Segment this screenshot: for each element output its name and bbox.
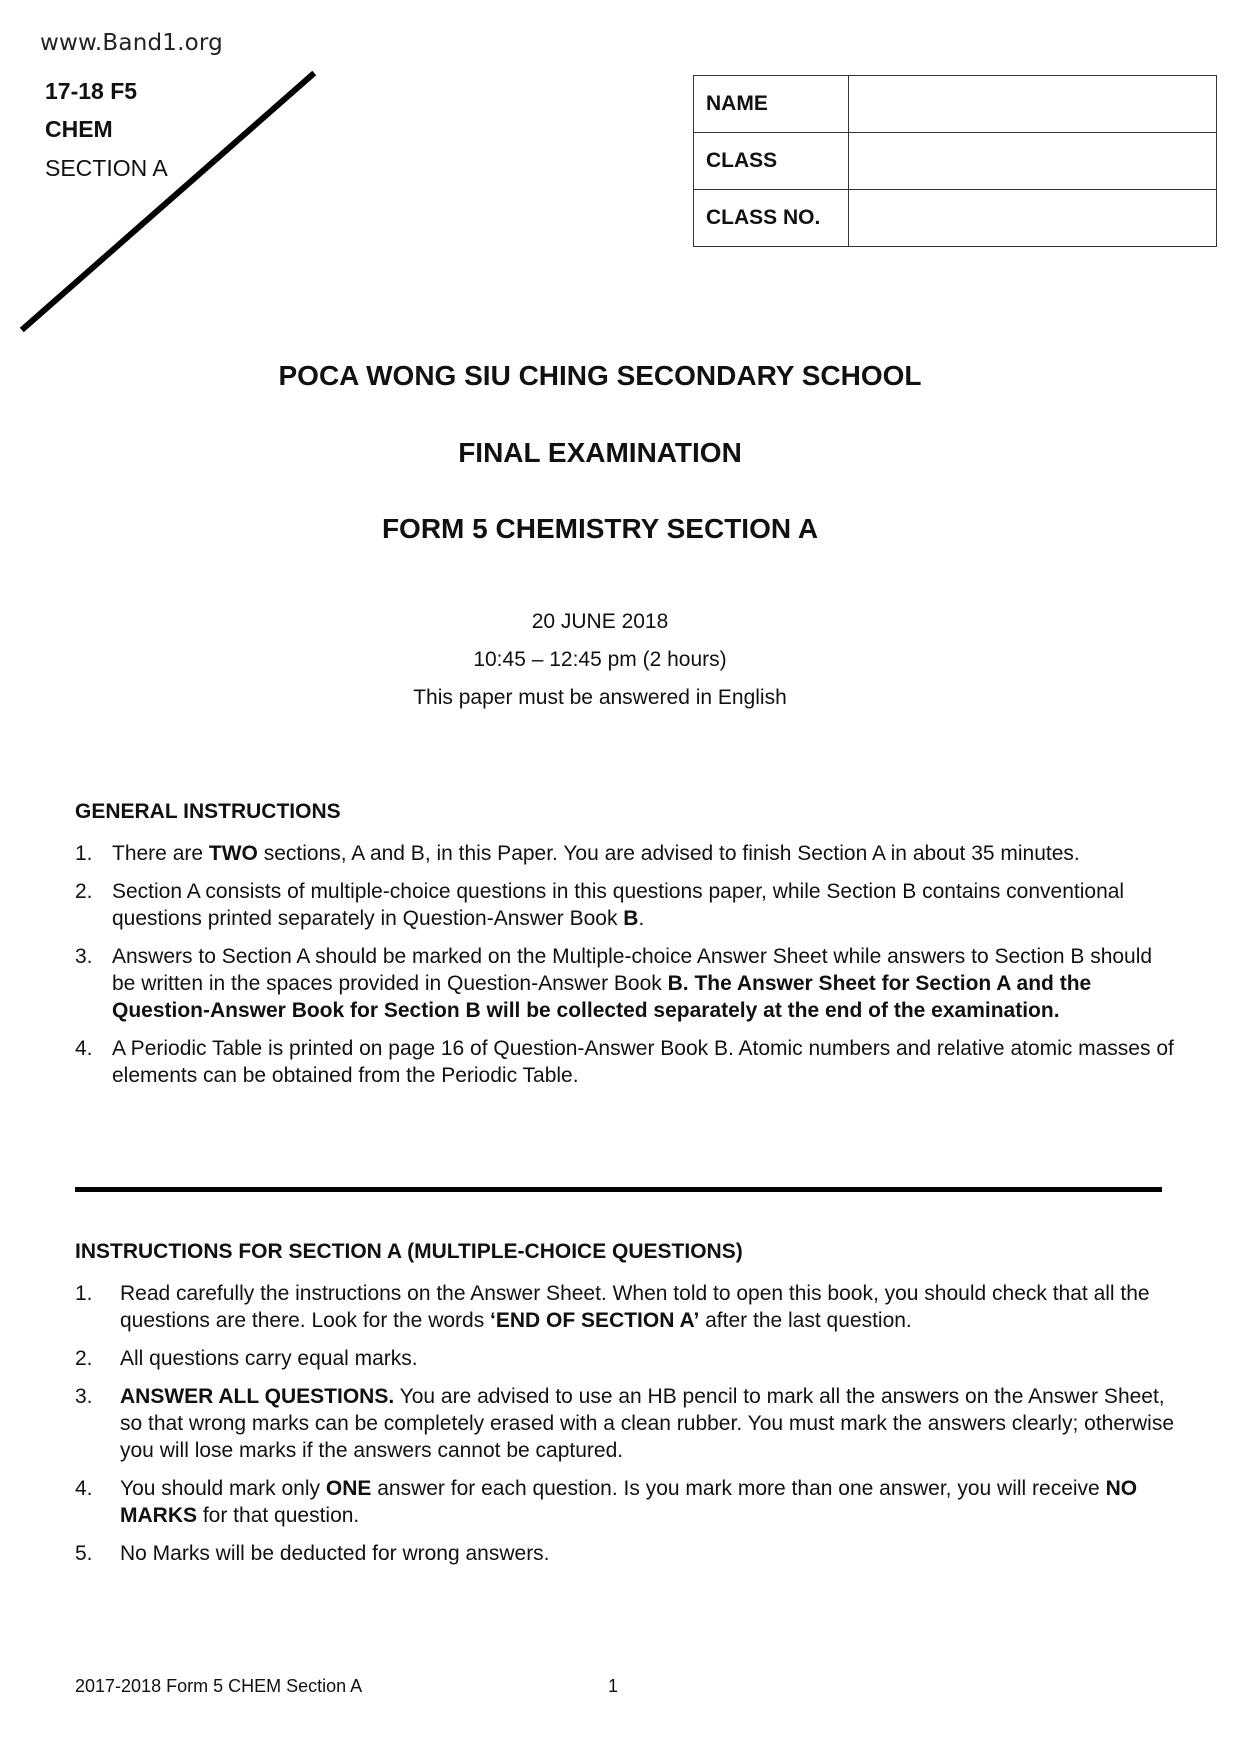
info-label-name: NAME [694, 76, 849, 133]
info-label-class: CLASS [694, 133, 849, 190]
general-instruction-item-number: 1. [75, 842, 93, 865]
general-instruction-text: . [638, 907, 645, 930]
section-a-instructions-list [75, 1280, 1175, 1578]
general-instruction-item [75, 840, 1175, 867]
name-field[interactable] [849, 76, 1217, 133]
general-instructions-heading: GENERAL INSTRUCTIONS [75, 800, 341, 823]
section-a-instruction-item-number: 3. [75, 1385, 93, 1408]
info-row-name [694, 76, 1217, 133]
paper-code-subject: CHEM [45, 116, 113, 142]
section-a-instruction-text: You are advised to use an HB pencil to mark all the answers on the Answer Sheet, so that wrong marks can be completely erased with a clean rubber. You must mark the answers clearly; otherwise you will lose marks if the answers cannot be captured. [120, 1385, 1175, 1462]
section-a-instruction-emphasis: ANSWER ALL QUESTIONS. [120, 1385, 395, 1408]
general-instruction-text: sections, A and B, in this Paper. You are advised to finish Section A in about 35 minutes. [257, 842, 1080, 865]
footer-label: 2017-2018 Form 5 CHEM Section A [75, 1676, 363, 1696]
section-a-instruction-item [75, 1475, 1175, 1529]
section-a-instruction-item [75, 1345, 1175, 1372]
section-a-instruction-emphasis: ‘END OF SECTION A’ [490, 1309, 700, 1332]
section-a-instruction-item [75, 1540, 1175, 1567]
section-a-instructions-heading: INSTRUCTIONS FOR SECTION A (MULTIPLE-CHOICE QUESTIONS) [75, 1240, 743, 1263]
general-instruction-item [75, 1035, 1175, 1089]
diagonal-slash-line [10, 60, 330, 350]
general-instruction-emphasis: TWO [208, 842, 258, 865]
section-a-instruction-emphasis: ONE [325, 1477, 372, 1500]
section-a-instruction-item-number: 2. [75, 1347, 93, 1370]
school-name: POCA WONG SIU CHING SECONDARY SCHOOL [278, 360, 922, 391]
general-instruction-item-number: 2. [75, 880, 93, 903]
general-instruction-text: There are [112, 842, 209, 865]
info-row-class [694, 133, 1217, 190]
section-a-instruction-item-number: 5. [75, 1542, 93, 1565]
general-instruction-item [75, 943, 1175, 1024]
general-instructions-list [75, 840, 1175, 1100]
general-instruction-emphasis: B. The Answer Sheet for Section A and the Question-Answer Book for Section B will be collected separately at the end of the examination. [112, 972, 1092, 1022]
class-field[interactable] [849, 133, 1217, 190]
exam-date: 20 JUNE 2018 [531, 610, 669, 633]
section-a-instruction-text: All questions carry equal marks. [120, 1347, 418, 1370]
student-info-table [693, 75, 1217, 247]
section-a-instruction-item-number: 4. [75, 1477, 93, 1500]
exam-time: 10:45 – 12:45 pm (2 hours) [473, 648, 727, 671]
paper-code-section: SECTION A [45, 155, 168, 181]
general-instruction-emphasis: B [623, 907, 639, 930]
exam-title: FINAL EXAMINATION [458, 437, 742, 468]
paper-code-year: 17-18 F5 [45, 78, 138, 104]
general-instruction-text: A Periodic Table is printed on page 16 of Question-Answer Book B. Atomic numbers and relative atomic masses of elements can be obtained from the Periodic Table. [112, 1037, 1174, 1087]
section-a-instruction-item-number: 1. [75, 1282, 93, 1305]
language-note: This paper must be answered in English [413, 686, 787, 709]
watermark: www.Band1.org [40, 30, 223, 56]
section-a-instruction-text: for that question. [197, 1504, 360, 1527]
section-a-instruction-text: after the last question. [699, 1309, 912, 1332]
section-a-instruction-text: You should mark only [120, 1477, 326, 1500]
section-a-instruction-text: No Marks will be deducted for wrong answers. [120, 1542, 550, 1565]
section-a-instruction-emphasis: NO MARKS [120, 1477, 1138, 1527]
general-instruction-item-number: 4. [75, 1037, 93, 1060]
class-no-field[interactable] [849, 190, 1217, 247]
section-divider [75, 1187, 1162, 1192]
page-number: 1 [608, 1676, 619, 1696]
section-a-instruction-text: answer for each question. Is you mark more than one answer, you will receive [371, 1477, 1106, 1500]
general-instruction-text: Section A consists of multiple-choice questions in this questions paper, while Section B contains conventional questions printed separately in Question-Answer Book [112, 880, 1125, 930]
section-a-instruction-item [75, 1280, 1175, 1334]
general-instruction-item [75, 878, 1175, 932]
subject-title: FORM 5 CHEMISTRY SECTION A [381, 513, 819, 544]
info-label-class-no: CLASS NO. [694, 190, 849, 247]
info-row-class-no [694, 190, 1217, 247]
general-instruction-text: Answers to Section A should be marked on the Multiple-choice Answer Sheet while answers to Section B should be written in the spaces provided in Question-Answer Book [112, 945, 1153, 995]
section-a-instruction-text: Read carefully the instructions on the Answer Sheet. When told to open this book, you should check that all the questions are there. Look for the words [120, 1282, 1150, 1332]
section-a-instruction-item [75, 1383, 1175, 1464]
general-instruction-item-number: 3. [75, 945, 93, 968]
